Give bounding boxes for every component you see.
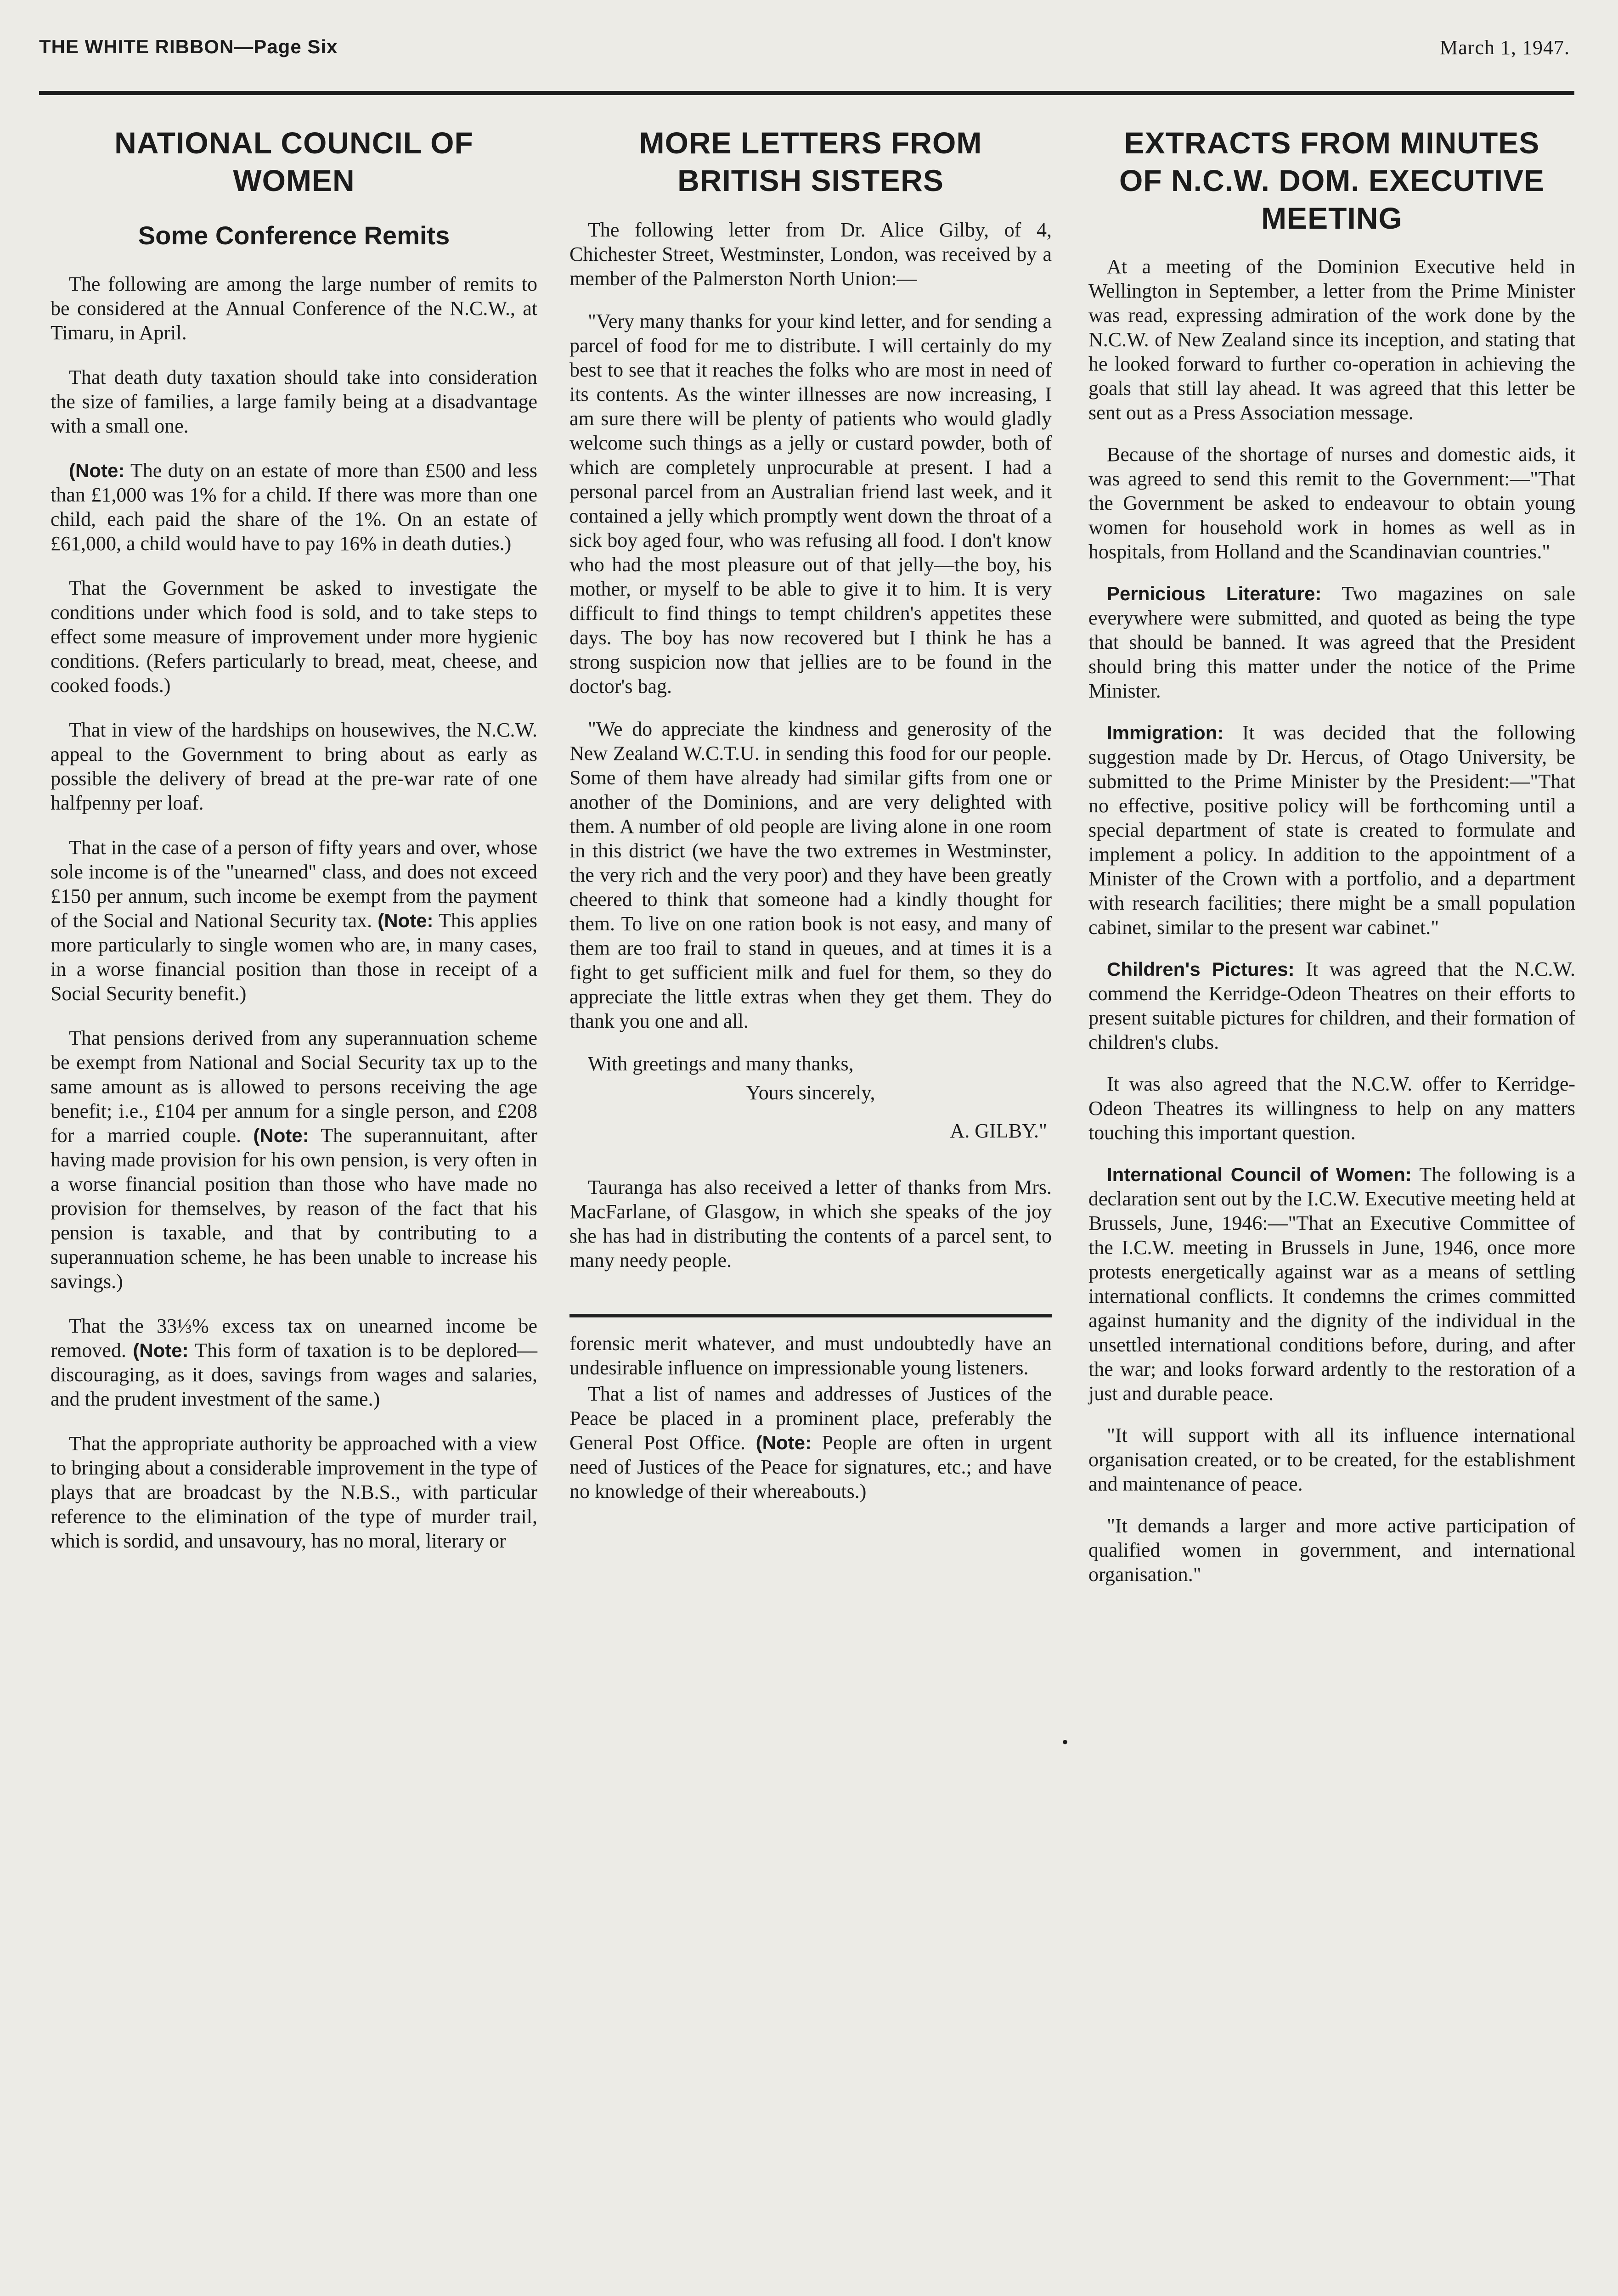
- paragraph: Because of the shortage of nurses and domestic aids, it was agreed to send this remit to the Government:—"That the Government be asked to endeavour to obtain young women for household work in homes as well as in hospitals, from Holland and the Scandinavian countries.": [1088, 443, 1575, 563]
- paragraph-continued: forensic merit whatever, and must undoubtedly have an undesirable influence on impressionable young listeners.: [569, 1332, 1052, 1379]
- closing-line: With greetings and many thanks,: [588, 1052, 854, 1075]
- paragraph: That death duty taxation should take into consideration the size of families, a large family being at a disadvantage with a small one.: [51, 366, 537, 437]
- paragraph: That a list of names and addresses of Justices of the Peace be placed in a prominent place, preferably the General Post Office. (Note: People are often in urgent need of Justices of the Peace for signatures, etc.; and have no knowledge of their whereabouts.): [569, 1383, 1052, 1503]
- running-header-title: THE WHITE RIBBON—Page Six: [39, 36, 338, 57]
- header-rule: [39, 91, 1574, 95]
- article-body-ncw: [51, 272, 537, 1553]
- closing-signoff: Yours sincerely,: [746, 1081, 875, 1104]
- paragraph: "We do appreciate the kindness and generosity of the New Zealand W.C.T.U. in sending this food for our people. Some of them have already had similar gifts from one or another of the Dominions, and are very delighted with them. A number of old people are living alone in one room in this district (we have the two extremes in Westminster, the very rich and the very poor) and they have been greatly cheered to think that someone had a kindly thought for them. To live on one ration book is not easy, and many of them are too frail to stand in queues, and at times it is a fight to get sufficient milk and fuel for them, so they do appreciate the little extras when they get them. They do thank you one and all.: [569, 718, 1052, 1032]
- note-label: (Note:: [378, 910, 434, 931]
- paragraph: "It will support with all its influence international organisation created, or to be created, for the establishment and maintenance of peace.: [1088, 1424, 1575, 1495]
- paragraph: That the appropriate authority be approached with a view to bringing about a considerable improvement in the type of plays that are broadcast by the N.B.S., with particular reference to the elimination of the type of murder trail, which is sordid, and unsavoury, has no moral, literary or: [51, 1432, 537, 1552]
- article-title-ncw: NATIONAL COUNCIL OF WOMEN: [114, 126, 474, 197]
- section-label: Pernicious Literature:: [1107, 583, 1322, 604]
- paragraph: Tauranga has also received a letter of thanks from Mrs. MacFarlane, of Glasgow, in which she speaks of the joy she has had in distributing the contents of a parcel sent, to many needy people.: [569, 1176, 1052, 1272]
- paragraph: That pensions derived from any superannuation scheme be exempt from National and Social Security tax up to the same amount as is allowed to persons receiving the age benefit; i.e., £104 per annum for a single person, and £208 for a married couple. (Note: The superannuitant, after having made provision for his own pension, is very often in a worse financial position than those who have made no provision for themselves, by reason of the fact that his pension is taxable, and that by contributing to a superannuation scheme, he has been unable to increase his savings.): [51, 1027, 537, 1293]
- paragraph: That the Government be asked to investigate the conditions under which food is sold, and to take steps to effect some measure of improvement under more hygienic conditions. (Refers particularly to bread, meat, cheese, and cooked foods.): [51, 577, 537, 697]
- paragraph: That the 33⅓% excess tax on unearned income be removed. (Note: This form of taxation is to be deplored—discouraging, as it does, savings from wages and salaries, and the prudent investment of the same.): [51, 1315, 537, 1410]
- column-ncw-minutes: [1088, 124, 1575, 1587]
- paragraph: (Note: The duty on an estate of more than £500 and less than £1,000 was 1% for a child. If there was more than one child, each paid the share of the 1%. On an estate of £61,000, a child would have to pay 16% in death duties.): [51, 459, 537, 555]
- paragraph: Immigration: It was decided that the following suggestion made by Dr. Hercus, of Otago University, be submitted to the Prime Minister by the President:—"That no effective, positive policy will be forthcoming until a special department of state is created to formulate and implement a policy. In addition to the appointment of a Minister of the Crown with a portfolio, and a department with research facilities; there might be a small population cabinet, similar to the present war cabinet.": [1088, 721, 1576, 939]
- article-body-minutes: [1088, 254, 1575, 1587]
- article-subtitle: Some Conference Remits: [138, 221, 450, 250]
- paragraph: At a meeting of the Dominion Executive held in Wellington in September, a letter from the Prime Minister was read, expressing admiration of the work done by the N.C.W. of New Zealand since its inception, and stating that he looked forward to further co-operation in achieving the goals that still lay ahead. It was agreed that this letter be sent out as a Press Association message.: [1088, 255, 1575, 424]
- section-label: Immigration:: [1107, 722, 1224, 743]
- note-label: (Note:: [133, 1339, 189, 1361]
- article-body-letters: [569, 218, 1052, 1503]
- paragraph: That in view of the hardships on housewives, the N.C.W. appeal to the Government to bring about as early as possible the delivery of bread at the pre-war rate of one halfpenny per loaf.: [51, 719, 537, 814]
- note-label: (Note:: [755, 1432, 812, 1453]
- paragraph: That in the case of a person of fifty years and over, whose sole income is of the "unearned" class, and does not exceed £150 per annum, such income be exempt from the payment of the Social and National Security tax. (Note: This applies more particularly to single women who are, in many cases, in a worse financial position than those in receipt of a Social Security benefit.): [51, 836, 537, 1005]
- paragraph: The following letter from Dr. Alice Gilby, of 4, Chichester Street, Westminster, London, was received by a member of the Palmerston North Union:—: [569, 219, 1052, 290]
- paragraph: The following are among the large number of remits to be considered at the Annual Conference of the N.C.W., at Timaru, in April.: [51, 273, 537, 344]
- note-label: (Note:: [69, 460, 125, 481]
- section-label: International Council of Women:: [1107, 1164, 1412, 1185]
- paragraph: "It demands a larger and more active participation of qualified women in government, and international organisation.": [1088, 1514, 1575, 1586]
- column-ncw-remits: [51, 124, 537, 1553]
- section-divider: [569, 1314, 1052, 1317]
- article-title-minutes: EXTRACTS FROM MINUTES OF N.C.W. DOM. EXECUTIVE MEETING: [1119, 126, 1545, 235]
- column-british-sisters: [569, 124, 1052, 1503]
- paragraph: "Very many thanks for your kind letter, and for sending a parcel of food for me to distribute. I will certainly do my best to see that it reaches the folks who are most in need of its contents. As the winter illnesses are now increasing, I am sure there will be plenty of patients who would gladly welcome such things as a jelly or custard powder, both of which are completely unprocurable at present. I had a personal parcel from an Australian friend last week, and it contained a jelly which promptly went down the throat of a sick boy aged four, who was refusing all food. I don't know who had the most pleasure out of that jelly—the boy, his mother, or myself to be able to give it to him. It is very difficult to find things to tempt children's appetites these days. The boy has now recovered but I think he has a strong suspicion now that jellies are to be found in the doctor's bag.: [569, 310, 1052, 698]
- paragraph: International Council of Women: The following is a declaration sent out by the I.C.W. Executive meeting held at Brussels, June, 1946:—"That an Executive Committee of the I.C.W. meeting in Brussels in June, 1946, once more protests energetically against war as a means of settling international conflicts. It condemns the crimes committed against humanity and the dignity of the individual in the unsettled international conditions before, during, and after the war; and looks forward ardently to the restoration of a just and durable peace.: [1088, 1163, 1575, 1405]
- article-title-letters: MORE LETTERS FROM BRITISH SISTERS: [639, 126, 982, 197]
- signature-name: A. GILBY.": [950, 1120, 1047, 1142]
- paragraph: It was also agreed that the N.C.W. offer to Kerridge-Odeon Theatres its willingness to help on any matters touching this important question.: [1088, 1073, 1575, 1144]
- paragraph: Children's Pictures: It was agreed that the N.C.W. commend the Kerridge-Odeon Theatres on their efforts to present suitable pictures for children, and their formation of children's clubs.: [1088, 958, 1576, 1053]
- paragraph: Pernicious Literature: Two magazines on sale everywhere were submitted, and quoted as being the type that should be banned. It was agreed that the President should bring this matter under the notice of the Prime Minister.: [1088, 582, 1575, 702]
- section-label: Children's Pictures:: [1107, 958, 1295, 980]
- running-header-date: March 1, 1947.: [1440, 36, 1570, 59]
- note-label: (Note:: [253, 1125, 309, 1146]
- margin-mark: •: [1062, 1732, 1069, 1752]
